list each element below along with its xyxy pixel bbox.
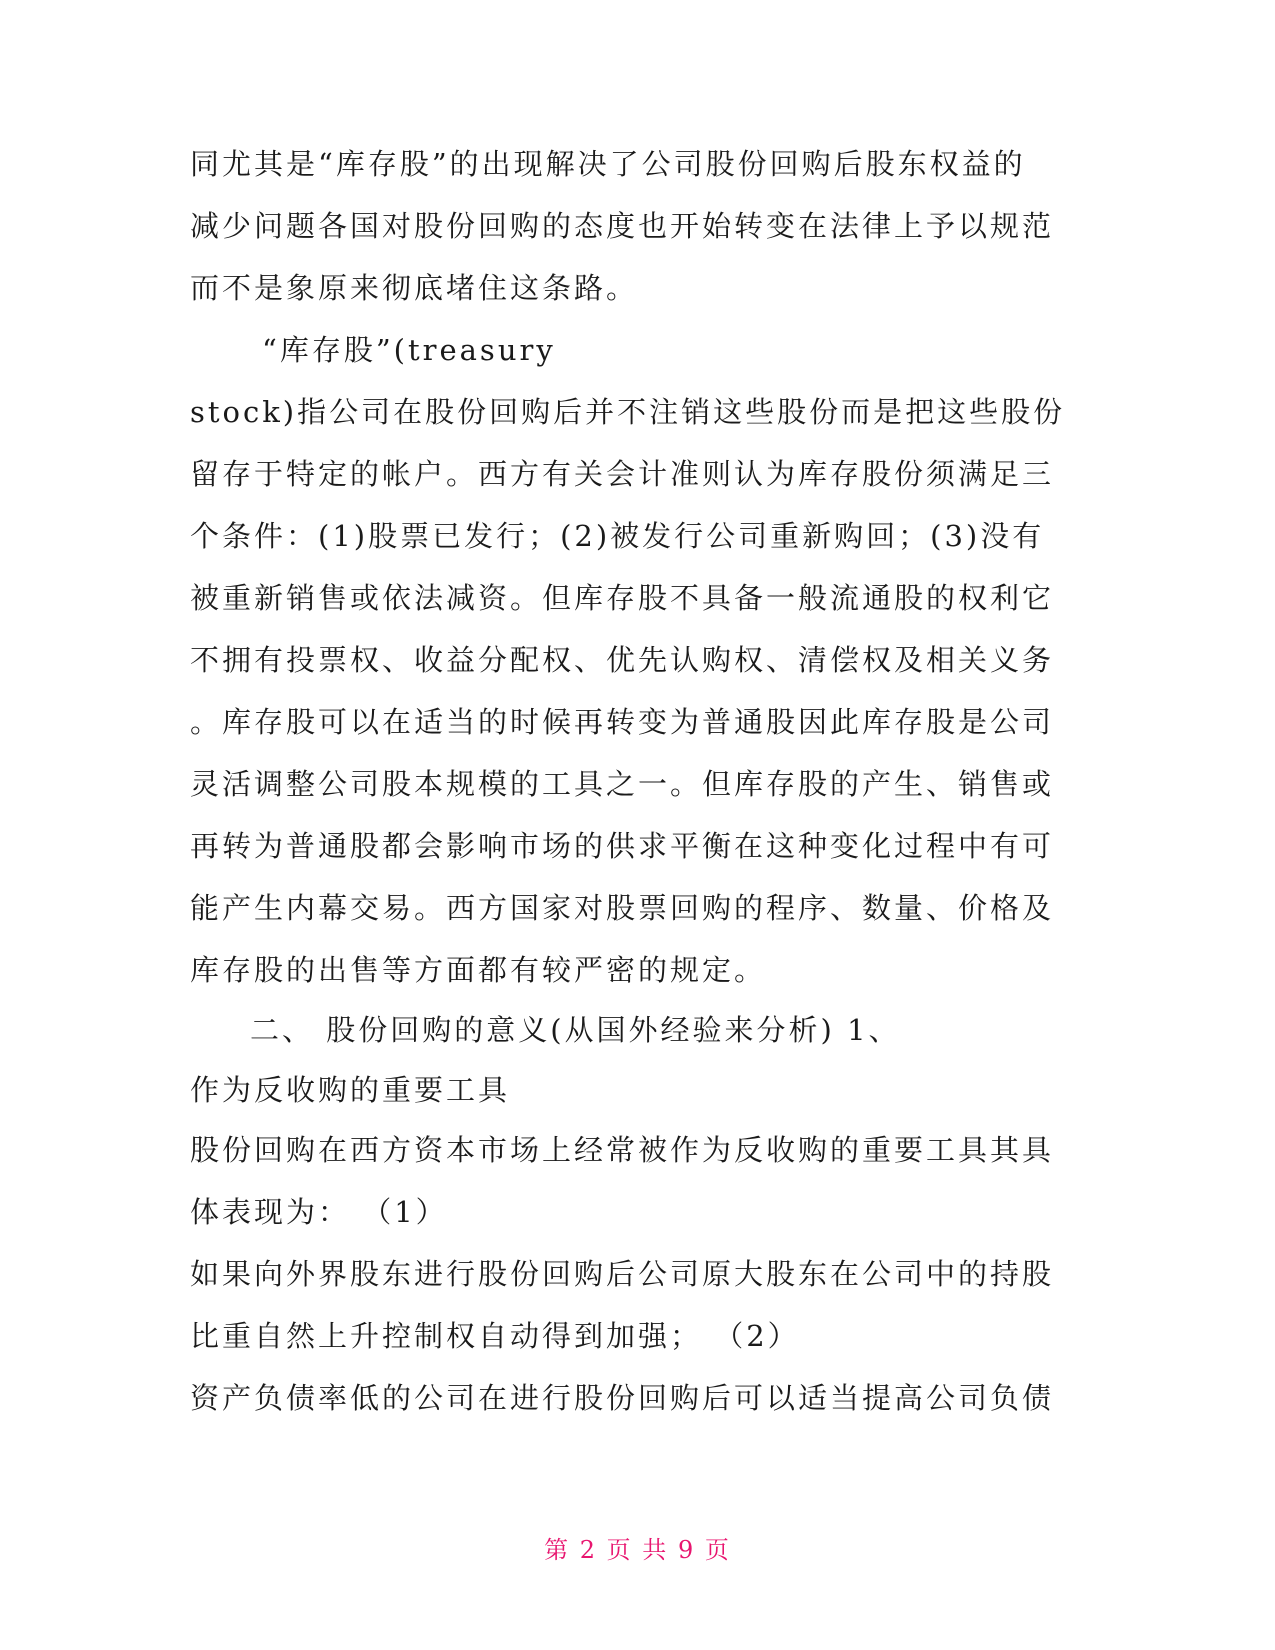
text-line: 。库存股可以在适当的时候再转变为普通股因此库存股是公司 bbox=[190, 705, 1055, 739]
text-line: 库存股的出售等方面都有较严密的规定。 bbox=[190, 953, 767, 987]
text-line: 灵活调整公司股本规模的工具之一。但库存股的产生、销售或 bbox=[190, 767, 1055, 801]
text-line: 体表现为： （1） bbox=[190, 1195, 448, 1229]
text-line: 如果向外界股东进行股份回购后公司原大股东在公司中的持股 bbox=[190, 1257, 1055, 1291]
text-line: 而不是象原来彻底堵住这条路。 bbox=[190, 271, 639, 305]
text-line: 留存于特定的帐户。西方有关会计准则认为库存股份须满足三 bbox=[190, 457, 1055, 491]
section-heading: 二、 股份回购的意义(从国外经验来分析) 1、 bbox=[250, 1013, 901, 1047]
text-line: 被重新销售或依法减资。但库存股不具备一般流通股的权利它 bbox=[190, 581, 1055, 615]
text-line: 比重自然上升控制权自动得到加强； （2） bbox=[190, 1319, 800, 1353]
subheading: 作为反收购的重要工具 bbox=[190, 1073, 511, 1107]
text-line: 同尤其是“库存股”的出现解决了公司股份回购后股东权益的 bbox=[190, 147, 1026, 181]
text-line: 资产负债率低的公司在进行股份回购后可以适当提高公司负债 bbox=[190, 1381, 1055, 1415]
page-number-footer: 第 2 页 共 9 页 bbox=[544, 1536, 731, 1564]
text-line: 能产生内幕交易。西方国家对股票回购的程序、数量、价格及 bbox=[190, 891, 1055, 925]
text-line: 股份回购在西方资本市场上经常被作为反收购的重要工具其具 bbox=[190, 1133, 1055, 1167]
text-line: 减少问题各国对股份回购的态度也开始转变在法律上予以规范 bbox=[190, 209, 1055, 243]
text-line: 个条件：(1)股票已发行；(2)被发行公司重新购回；(3)没有 bbox=[190, 519, 1045, 553]
text-line: stock)指公司在股份回购后并不注销这些股份而是把这些股份 bbox=[190, 395, 1066, 429]
text-line: “库存股”(treasury bbox=[262, 333, 556, 367]
text-line: 不拥有投票权、收益分配权、优先认购权、清偿权及相关义务 bbox=[190, 643, 1055, 677]
text-line: 再转为普通股都会影响市场的供求平衡在这种变化过程中有可 bbox=[190, 829, 1055, 863]
